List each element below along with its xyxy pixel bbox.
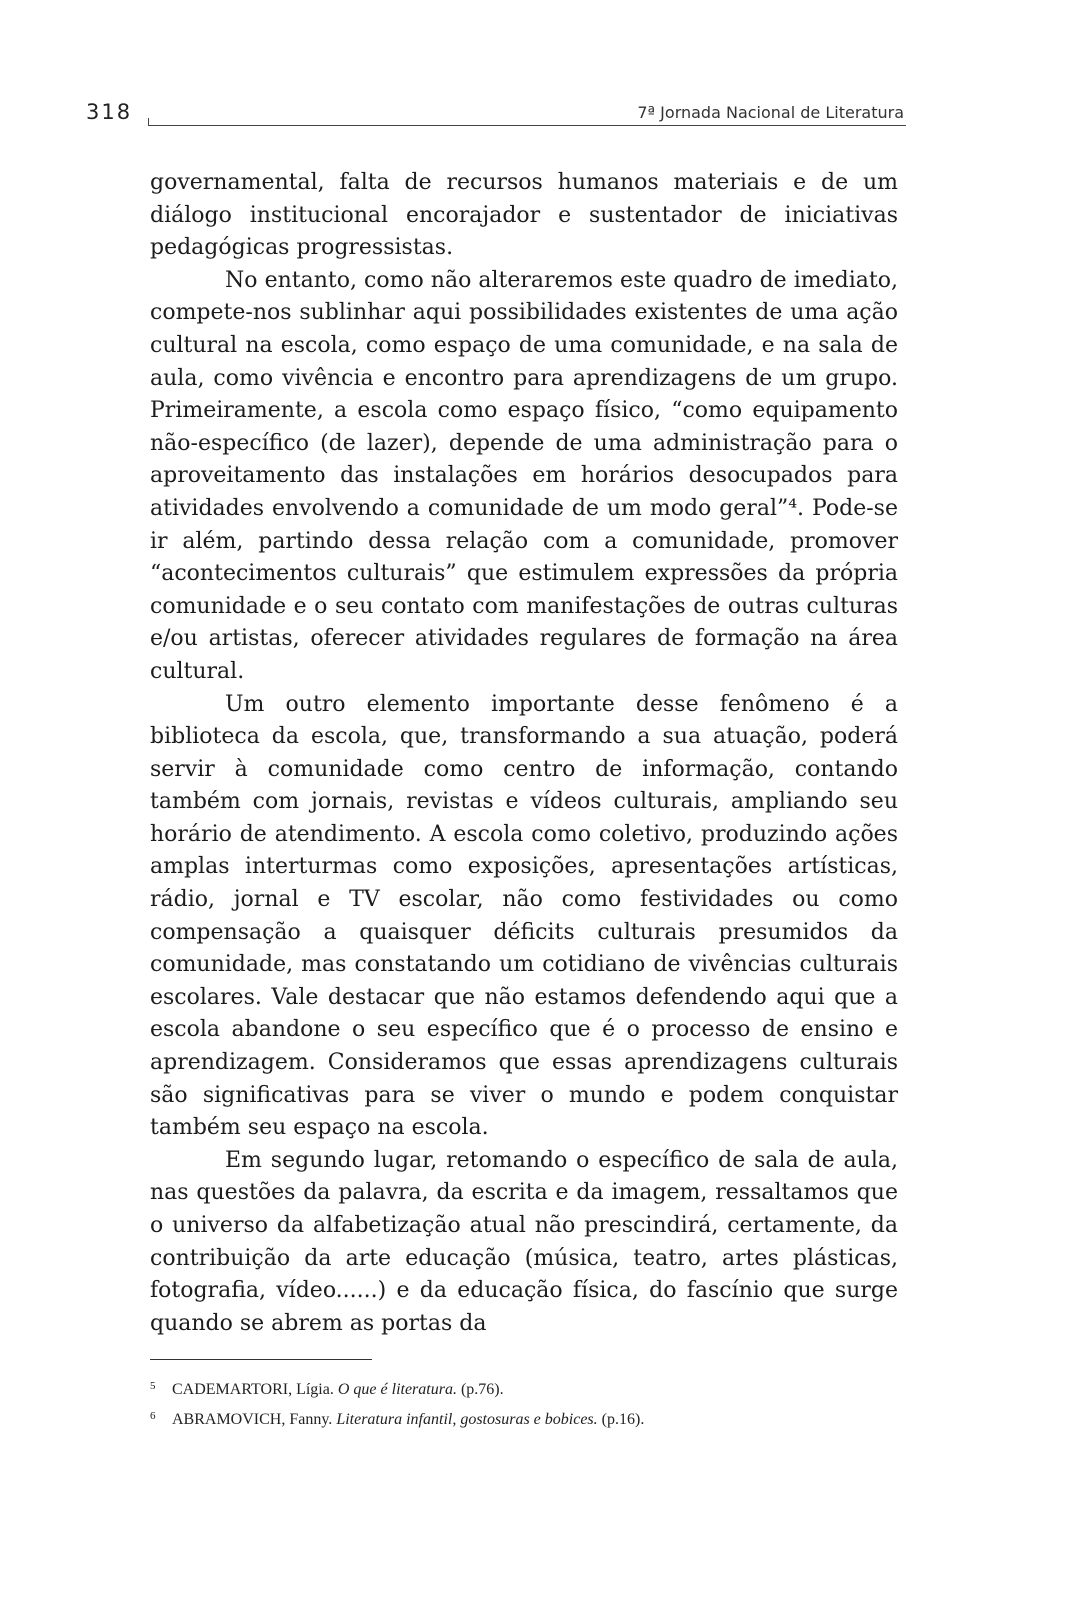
footnote-author: CADEMARTORI, Lígia. [172, 1381, 334, 1398]
footnote-title: Literatura infantil, gostosuras e bobices. [336, 1411, 598, 1428]
running-title: 7ª Jornada Nacional de Literatura [637, 103, 904, 122]
paragraph: Em segundo lugar, retomando o específico de sala de aula, nas questões da palavra, da escrita e da imagem, ressaltamos que o universo da alfabetização atual não prescindirá, certamente, da contribuição da arte educação (música, teatro, artes plásticas, fotografia, vídeo......) e da educação física, do fascínio que surge quando se abrem as portas da [150, 1147, 898, 1336]
footnote-rule [150, 1359, 372, 1360]
page-header [86, 100, 906, 130]
footnote-ref: (p.76). [460, 1381, 504, 1398]
paragraph: No entanto, como não alteraremos este quadro de imediato, compete-nos sublinhar aqui possibilidades existentes de uma ação cultural na escola, como espaço de uma comunidade, e na sala de aula, como vivência e encontro para aprendizagens de um grupo. Primeiramente, a escola como espaço físico, “como equipamento não-específico (de lazer), depende de uma administração para o aproveitamento das instalações em horários desocupados para atividades envolvendo a comunidade de um modo geral”⁴. Pode-se ir além, partindo dessa relação com a comunidade, promover “acontecimentos culturais” que estimulem expressões da própria comunidade e o seu contato com manifestações de outras culturas e/ou artistas, oferecer atividades regulares de formação na área cultural. [150, 267, 898, 684]
footnote-ref: (p.16). [601, 1411, 645, 1428]
footnote-title: O que é literatura. [337, 1381, 457, 1398]
footnote-text [172, 1381, 504, 1398]
footnote-author: ABRAMOVICH, Fanny. [172, 1411, 333, 1428]
header-rule [148, 125, 906, 126]
footnote-text [172, 1411, 644, 1428]
footnote-number: 6 [150, 1410, 156, 1422]
paragraph: Um outro elemento importante desse fenômeno é a biblioteca da escola, que, transformando a sua atuação, poderá servir à comunidade como centro de informação, contando também com jornais, revistas e vídeos culturais, ampliando seu horário de atendimento. A escola como coletivo, produzindo ações amplas interturmas como exposições, apresentações artísticas, rádio, jornal e TV escolar, não como festividades ou como compensação a quaisquer déficits culturais presumidos da comunidade, mas constatando um cotidiano de vivências culturais escolares. Vale destacar que não estamos defendendo aqui que a escola abandone o seu específico que é o processo de ensino e aprendizagem. Consideramos que essas aprendizagens culturais são significativas para se viver o mundo e podem conquistar também seu espaço na escola. [150, 691, 898, 1141]
footnote [150, 1373, 898, 1403]
body-text [150, 167, 898, 1340]
page-number: 318 [86, 100, 133, 124]
footnote [150, 1403, 898, 1433]
footnotes [150, 1373, 898, 1433]
footnote-number: 5 [150, 1380, 156, 1392]
paragraph-continued: governamental, falta de recursos humanos materiais e de um diálogo institucional encorajador e sustentador de iniciativas pedagógicas progressistas. [150, 170, 898, 261]
